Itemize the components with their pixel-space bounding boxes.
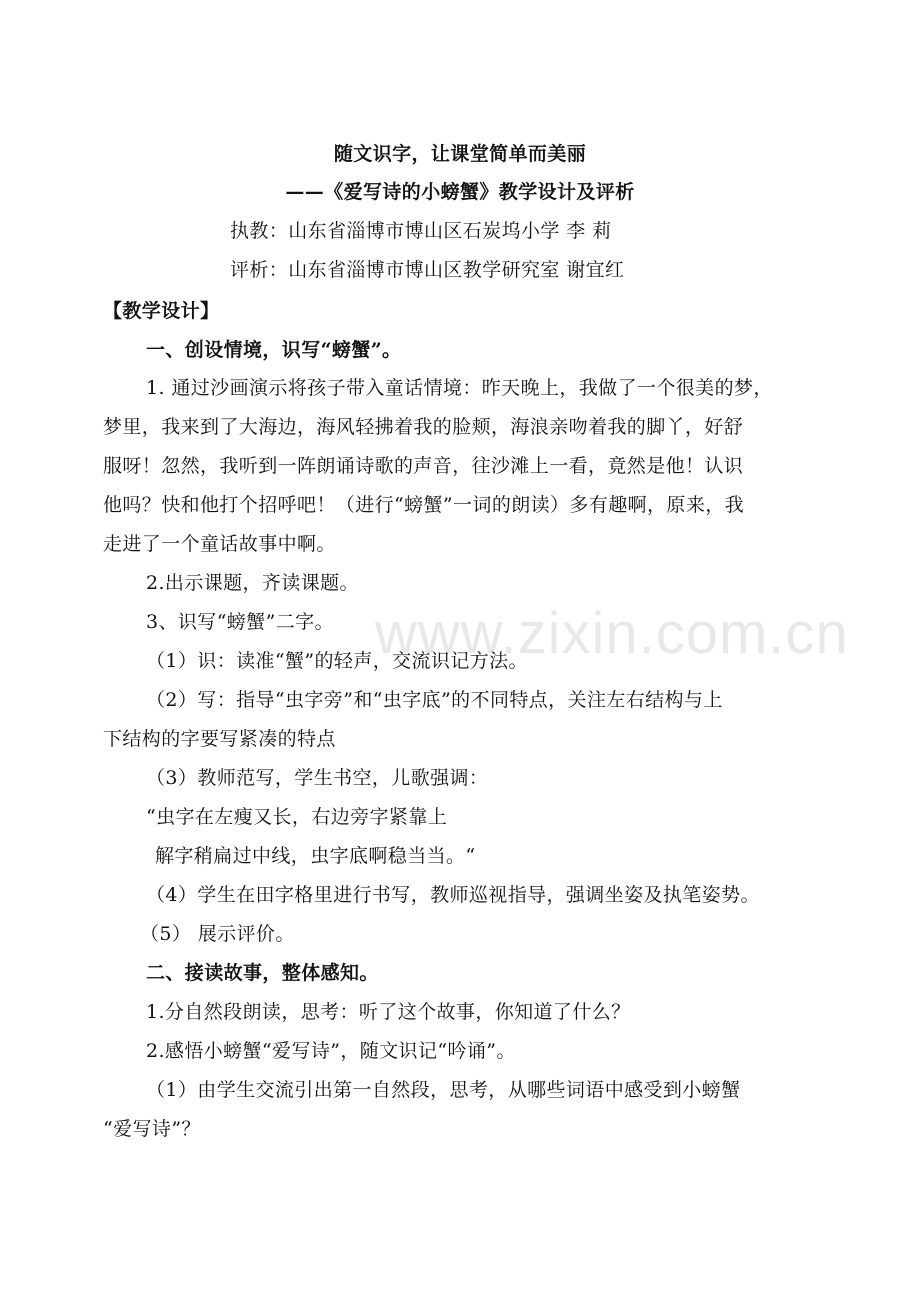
paragraph-line: （3）教师范写，学生书空，儿歌强调： — [146, 767, 489, 789]
paragraph-line: （1）识：读准“蟹”的轻声，交流识记方法。 — [146, 650, 528, 672]
part2-heading: 二、接读故事，整体感知。 — [146, 962, 379, 984]
document-subtitle: ——《爱写诗的小螃蟹》教学设计及评析 — [285, 181, 635, 203]
teacher-line: 执教：山东省淄博市博山区石炭坞小学 李 莉 — [230, 220, 612, 242]
evaluator-line: 评析：山东省淄博市博山区教学研究室 谢宜红 — [230, 259, 625, 281]
paragraph-line: 2.出示课题，齐读课题。 — [146, 572, 359, 594]
paragraph-line: （4）学生在田字格里进行书写，教师巡视指导，强调坐姿及执笔姿势。 — [146, 884, 760, 906]
paragraph-line: 服呀！忽然，我听到一阵朗诵诗歌的声音，往沙滩上一看，竟然是他！认识 — [103, 455, 744, 477]
paragraph-line: （1）由学生交流引出第一自然段，思考，从哪些词语中感受到小螃蟹 — [146, 1079, 741, 1101]
paragraph-line: 2.感悟小螃蟹“爱写诗”，随文识记“吟诵”。 — [146, 1040, 516, 1062]
site-watermark: www.zixin.com.cn — [375, 601, 849, 666]
paragraph-line: 他吗？快和他打个招呼吧！（进行“螃蟹”一词的朗读）多有趣啊，原来，我 — [103, 494, 745, 516]
paragraph-line: 1.分自然段朗读，思考：听了这个故事，你知道了什么？ — [146, 1001, 631, 1023]
paragraph-line: 3、识写“螃蟹”二字。 — [146, 611, 334, 633]
paragraph-line: （2）写：指导“虫字旁”和“虫字底”的不同特点，关注左右结构与上 — [146, 689, 723, 711]
section-heading: 【教学设计】 — [103, 300, 220, 322]
poem-line: 解字稍扁过中线，虫字底啊稳当当。“ — [155, 845, 476, 867]
paragraph-line: 下结构的字要写紧凑的特点 — [103, 728, 336, 750]
paragraph-line: （5） 展示评价。 — [140, 923, 295, 945]
paragraph-line: 走进了一个童话故事中啊。 — [103, 533, 336, 555]
paragraph-line: 1. 通过沙画演示将孩子带入童话情境：昨天晚上，我做了一个很美的梦， — [146, 377, 773, 399]
part1-heading: 一、创设情境，识写“螃蟹”。 — [146, 339, 402, 361]
paragraph-line: “爱写诗”？ — [103, 1118, 201, 1140]
document-title: 随文识字，让课堂简单而美丽 — [333, 143, 587, 165]
paragraph-line: 梦里，我来到了大海边，海风轻拂着我的脸颊，海浪亲吻着我的脚丫，好舒 — [103, 416, 744, 438]
poem-line: “虫字在左瘦又长，右边旁字紧靠上 — [146, 806, 448, 828]
